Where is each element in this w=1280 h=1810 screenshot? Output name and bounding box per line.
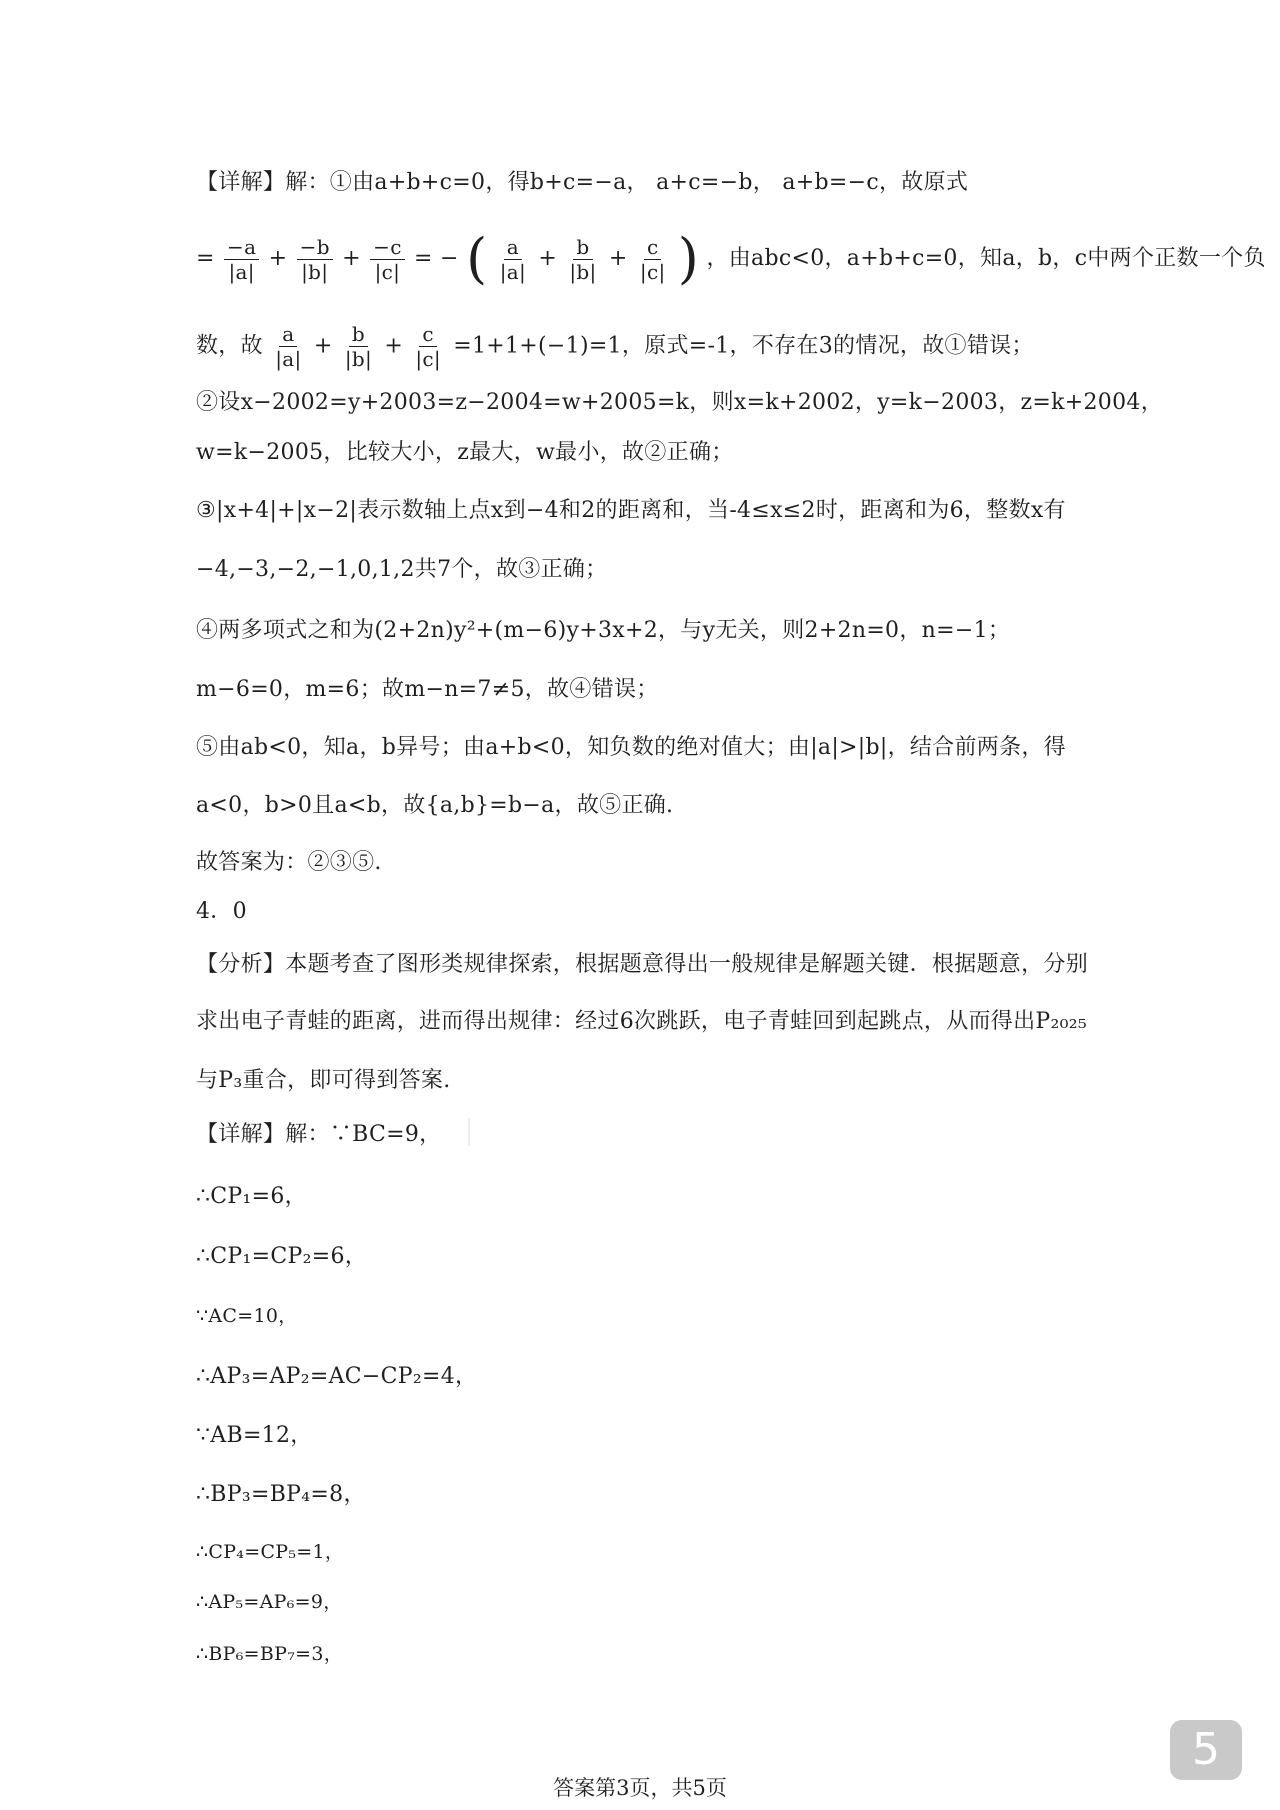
text-line: 【详解】解：①由a+b+c=0，得b+c=−a， a+c=−b， a+b=−c，故原式	[196, 170, 969, 195]
text-fragment: =	[196, 246, 215, 271]
text-line: ⑤由ab<0，知a，b异号；由a+b<0，知负数的绝对值大；由|a|>|b|，结合前两条，得	[196, 735, 1066, 760]
numerator: c	[419, 322, 437, 347]
denominator: |c|	[374, 259, 401, 284]
text-fragment: =1+1+(−1)=1，原式=-1，不存在3的情况，故①错误；	[453, 333, 1034, 359]
numerator: −a	[224, 235, 259, 260]
operator: +	[268, 246, 288, 271]
text-line: 【详解】解：∵BC=9，	[196, 1122, 442, 1147]
left-paren: (	[466, 227, 488, 290]
right-paren: )	[677, 227, 700, 290]
text-line: ∴AP₅=AP₆=9，	[196, 1591, 343, 1613]
text-line: ∴BP₆=BP₇=3，	[196, 1643, 344, 1665]
text-line: ∵AC=10，	[196, 1305, 298, 1327]
text-line: 求出电子青蛙的距离，进而得出规律：经过6次跳跃，电子青蛙回到起跳点，从而得出P₂₀₂₅	[196, 1009, 1087, 1034]
text-line: 故答案为：②③⑤.	[196, 850, 382, 875]
text-line: ②设x−2002=y+2003=z−2004=w+2005=k，则x=k+2002，y=k−2003，z=k+2004，	[196, 390, 1163, 415]
operator: +	[608, 246, 628, 271]
text-line: m−6=0，m=6；故m−n=7≠5，故④错误；	[196, 677, 659, 702]
page-footer: 答案第3页，共5页	[553, 1776, 727, 1800]
fraction	[272, 322, 304, 371]
fraction	[342, 322, 375, 371]
denominator: |c|	[639, 259, 666, 284]
text-line: w=k−2005，比较大小，z最大，w最小，故②正确；	[196, 440, 734, 465]
text-fragment: 数，故	[196, 333, 263, 359]
fraction	[497, 235, 529, 284]
scan-mark	[468, 1118, 470, 1146]
text-line: ∴BP₃=BP₄=8，	[196, 1482, 366, 1507]
operator: +	[313, 333, 333, 359]
numerator: a	[279, 322, 297, 347]
denominator: |a|	[499, 259, 527, 284]
denominator: |c|	[415, 347, 441, 371]
text-fragment: ，由abc<0，a+b+c=0，知a，b，c中两个正数一个负	[706, 246, 1266, 271]
operator: +	[384, 333, 404, 359]
fraction	[412, 322, 444, 371]
fraction	[370, 235, 405, 284]
denominator: |b|	[569, 259, 597, 284]
text-line: ∴AP₃=AP₂=AC−CP₂=4，	[196, 1364, 478, 1389]
numerator: −c	[370, 235, 405, 260]
text-line: a<0，b>0且a<b，故{a,b}=b−a，故⑤正确.	[196, 793, 674, 818]
fraction	[224, 235, 259, 284]
operator: +	[342, 246, 361, 271]
numerator: b	[573, 235, 592, 260]
fraction	[297, 235, 333, 284]
text-line: ∴CP₁=6，	[196, 1184, 307, 1209]
text-line: ③|x+4|+|x−2|表示数轴上点x到−4和2的距离和，当-4≤x≤2时，距离和为6，整数x有	[196, 498, 1066, 523]
text-line: ∴CP₄=CP₅=1，	[196, 1541, 345, 1563]
page-number-badge: 5	[1170, 1720, 1242, 1780]
text-line: ∵AB=12，	[196, 1423, 313, 1448]
operator: +	[538, 246, 558, 271]
fraction	[566, 235, 599, 284]
formula-line	[196, 227, 1266, 290]
numerator: b	[349, 322, 368, 347]
operator: = −	[414, 246, 459, 271]
formula-line	[196, 322, 1034, 371]
denominator: |b|	[344, 347, 373, 371]
denominator: |b|	[301, 259, 329, 284]
numerator: −b	[297, 235, 333, 260]
denominator: |a|	[275, 347, 302, 371]
text-line: 与P₃重合，即可得到答案.	[196, 1068, 451, 1093]
denominator: |a|	[228, 259, 255, 284]
question-number: 4．0	[196, 899, 247, 924]
numerator: c	[644, 235, 662, 260]
fraction	[637, 235, 669, 284]
text-line: −4,−3,−2,−1,0,1,2共7个，故③正确；	[196, 557, 608, 582]
text-line: 【分析】本题考查了图形类规律探索，根据题意得出一般规律是解题关键．根据题意，分别	[196, 952, 1089, 977]
text-line: ④两多项式之和为(2+2n)y²+(m−6)y+3x+2，与y无关，则2+2n=0，n=−1；	[196, 618, 1011, 643]
text-line: ∴CP₁=CP₂=6，	[196, 1244, 368, 1269]
numerator: a	[504, 235, 522, 260]
